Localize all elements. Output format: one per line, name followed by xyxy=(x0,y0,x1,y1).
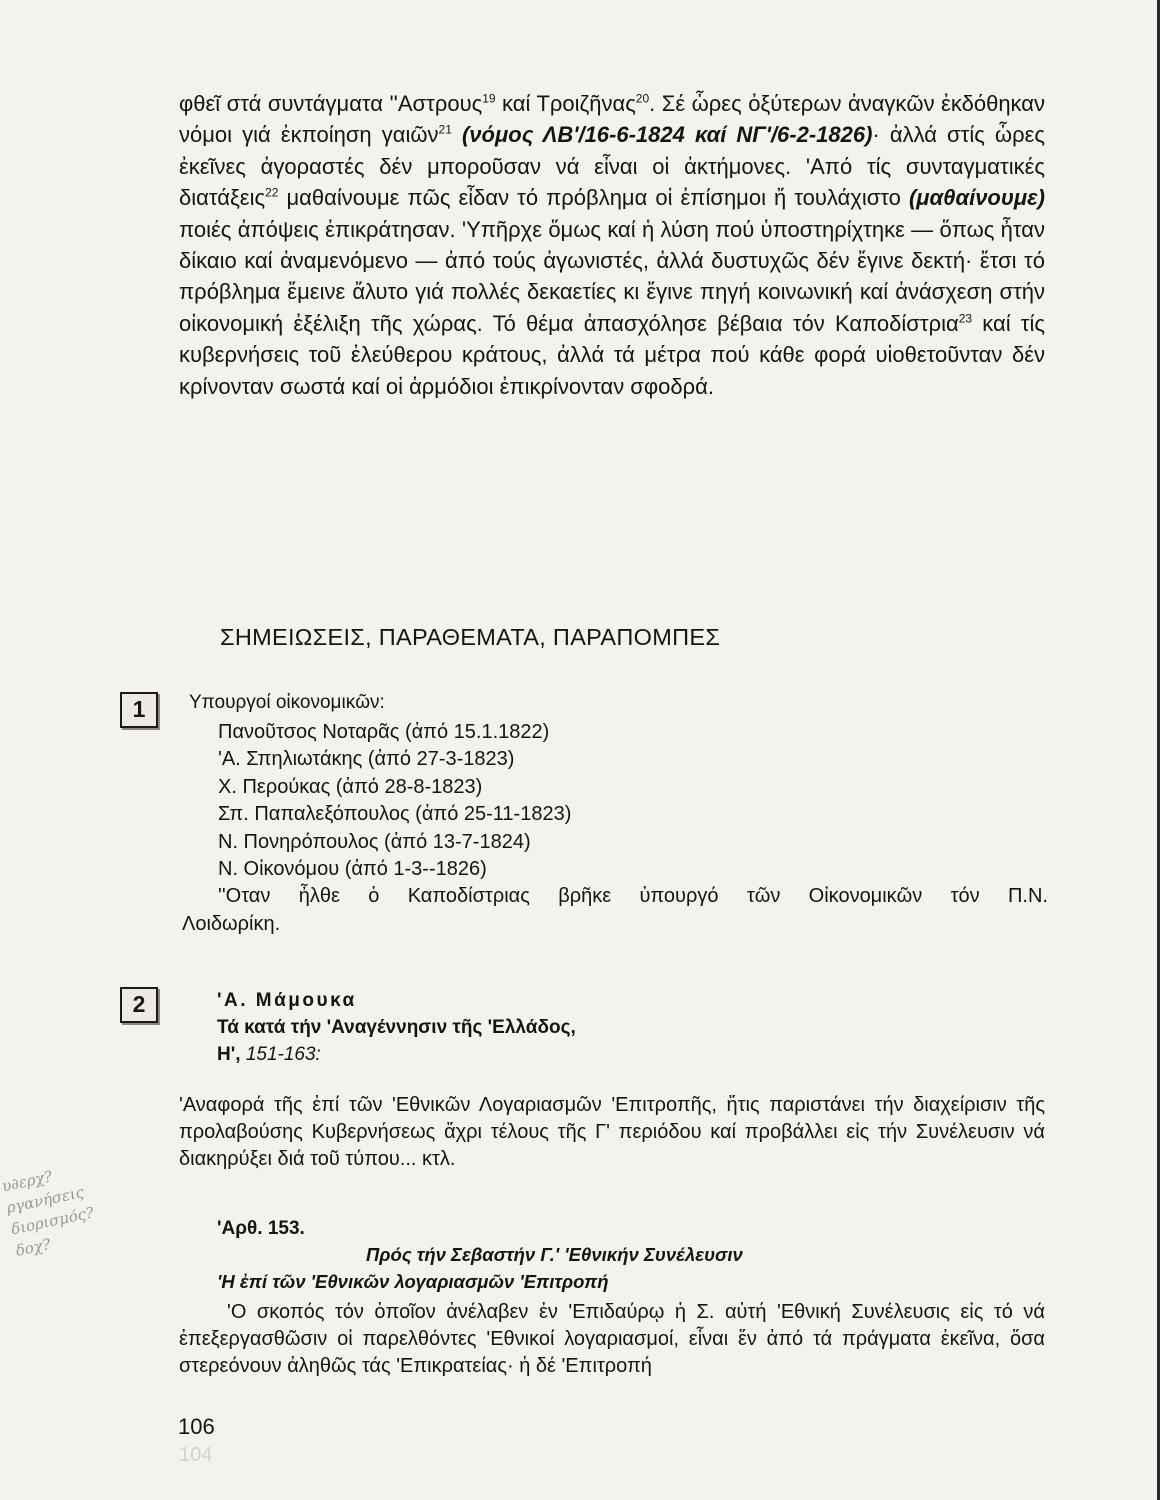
text-run: καί τίς κυβερνήσεις τοῦ ἐλεύθερου κράτους, ἀλλά τά μέτρα πού κάθε φορά υἱοθετοῦνταν δέν κρίνονταν σωστά καί οἱ ἁρμόδιοι ἐπικρίνονταν σφοδρά. xyxy=(179,310,1045,399)
list-item: Ν. Πονηρόπουλος (ἀπό 13-7-1824) xyxy=(218,830,531,853)
text-run: · ἀλλά στίς ὧρες ἐκεῖνες ἀγοραστές δέν μποροῦσαν νά εἶναι οἱ ἀκτήμονες. 'Από τίς συνταγματικές διατάξεις xyxy=(179,122,1045,211)
source-volume-line xyxy=(217,1041,917,1068)
footnote-ref-20: 20 xyxy=(635,91,650,106)
note-closing xyxy=(182,883,1048,938)
main-body-text xyxy=(179,88,1045,402)
source-pages: 151-163: xyxy=(245,1044,321,1065)
handwritten-margin-note: υ∂ερχ? ργανήσεις διορισμός? δοχ? xyxy=(0,1167,96,1260)
quoted-report: 'Αναφορά τῆς ἐπί τῶν 'Εθνικῶν Λογαριασμῶν 'Επιτροπῆς, ἥτις παριστάνει τήν διαχείρισιν τῆς προλαβούσης Κυβερνήσεως ἄχρι τέλους τῆς Γ' περιόδου καί προβάλλει εἰς τήν Συνέλευσιν νά διακηρύξει διά τοῦ τύπου... κτλ. xyxy=(179,1094,1045,1170)
source-volume: Η', xyxy=(217,1044,241,1065)
text-run: καί Τροιζῆνας xyxy=(495,91,636,116)
article-addressee: Πρός τήν Σεβαστήν Γ.' 'Εθνικήν Συνέλευσιν xyxy=(366,1244,743,1265)
article-body xyxy=(179,1299,1045,1380)
list-item: Σπ. Παπαλεξόπουλος (ἀπό 25-11-1823) xyxy=(218,803,572,826)
closing-line: ''Οταν ἦλθε ὁ Καποδίστριας βρῆκε ὑπουργό τῶν Οἰκονομικῶν τόν Π.Ν. xyxy=(218,885,1048,908)
italic-phrase: (μαθαίνουμε) xyxy=(908,185,1045,211)
ministers-list xyxy=(182,719,1048,938)
source-author: 'Α. Μάμουκα xyxy=(217,990,357,1011)
article-number: 'Αρθ. 153. xyxy=(217,1218,305,1239)
bleed-through-page-number: 104 xyxy=(179,1444,213,1466)
law-reference: (νόμος ΛΒ'/16-6-1824 καί ΝΓ'/6-2-1826) xyxy=(461,122,873,148)
article-text: 'Ο σκοπός τόν ὁποῖον ἀνέλαβεν ἐν 'Επιδαύρῳ ἡ Σ. αὐτή 'Εθνική Συνέλευσις εἰς τό νά ἐπεξεργασθῶσιν οἱ παρελθόντες 'Εθνικοί λογαριασμοί, εἶναι ἕν ἀπό τά πράγματα ἐκεῖνα, ὅσα στερεόνουν ἀληθῶς τάς 'Επικρατείας· ἡ δέ 'Επιτροπή xyxy=(179,1301,1045,1377)
list-item: Ν. Οἰκονόμου (ἀπό 1-3--1826) xyxy=(218,858,487,881)
note-number-box: 1 xyxy=(120,692,158,728)
source-title: Τά κατά τήν 'Αναγέννησιν τῆς 'Ελλάδος, xyxy=(217,1017,576,1038)
text-run: ποιές ἀπόψεις ἐπικράτησαν. 'Υπῆρχε ὅμως καί ἡ λύση πού ὑποστηρίχτηκε — ὅπως ἦταν δίκαιο καί ἀναμενόμενο — ἀπό τούς ἀγωνιστές, ἀλλά δυστυχῶς δέν ἔγινε δεκτή· ἔτσι τό πρόβλημα ἔμεινε ἄλυτο γιά πολλές δεκαετίες κι ἔγινε πηγή κοινωνική καί ἀνάσχεση στήν οἰκονομική ἐξέλιξη τῆς χώρας. Τό θέμα ἀπασχόλησε βέβαια τόν Καποδίστρια xyxy=(179,216,1045,336)
page-number: 106 xyxy=(178,1414,215,1439)
closing-line: Λοιδωρίκη. xyxy=(182,912,281,935)
article-committee: 'Η ἐπί τῶν 'Εθνικῶν λογαριασμῶν 'Επιτροπή xyxy=(217,1271,609,1292)
footnote-ref-23: 23 xyxy=(958,311,973,326)
note-number-box: 2 xyxy=(120,987,158,1023)
footnote-ref-22: 22 xyxy=(265,185,279,200)
text-run: μαθαίνουμε πῶς εἶδαν τό πρόβλημα οἱ ἐπίσημοι ἤ τουλάχιστο xyxy=(278,185,909,211)
list-item: 'Α. Σπηλιωτάκης (ἀπό 27-3-1823) xyxy=(218,748,515,771)
list-item: Χ. Περούκας (ἀπό 28-8-1823) xyxy=(218,775,483,798)
main-paragraph xyxy=(179,88,1045,402)
note-title: Υπουργοί οἰκονομικῶν: xyxy=(189,692,385,713)
notes-heading: ΣΗΜΕΙΩΣΕΙΣ, ΠΑΡΑΘΕΜΑΤΑ, ΠΑΡΑΠΟΜΠΕΣ xyxy=(220,624,721,650)
footnote-ref-19: 19 xyxy=(482,91,496,106)
text-run: φθεῖ στά συντάγματα ''Αστρους xyxy=(179,91,483,116)
text-run: . Σέ ὧρες ὀξύτερων ἀναγκῶν ἐκδόθηκαν νόμοι γιά ἐκποίηση γαιῶν xyxy=(179,91,1045,148)
source-citation xyxy=(217,987,917,1068)
list-item: Πανοῦτσος Νοταρᾶς (ἀπό 15.1.1822) xyxy=(218,721,550,743)
footnote-ref-21: 21 xyxy=(438,123,452,138)
text-run xyxy=(452,122,462,147)
